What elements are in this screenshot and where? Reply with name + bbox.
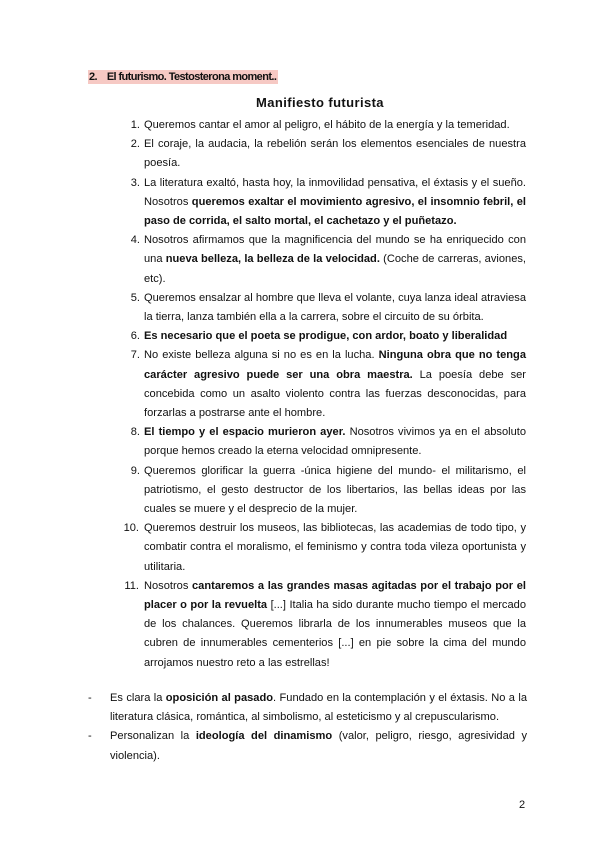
manifesto-item [130, 231, 526, 289]
text-run: El coraje, la audacia, la rebelión serán los elementos esenciales de nuestra poesía. [144, 138, 526, 170]
text-run: (Coche de carreras, aviones, etc). [144, 253, 526, 285]
section-heading-highlight [88, 70, 278, 84]
item-number: 5. [130, 291, 140, 304]
text-run: [...] Italia ha sido durante mucho tiempo el mercado de los chalances. Queremos librarla de los innumerables museos que la cubren de innumerables cementerios [...] en pie sobre la cima del mundo arrojamos nuestro reto a las estrellas! [144, 599, 526, 669]
manifesto-item [130, 346, 526, 423]
manifesto-item [124, 577, 526, 673]
text-run: La poesía debe ser concebida como un asalto violento contra las fuerzas desconocidas, para forzarlas a postrarse ante el hombre. [144, 368, 526, 420]
page-number: 2 [519, 799, 526, 811]
text-run: Queremos glorificar la guerra -única higiene del mundo- el militarismo, el patriotismo, el gesto destructor de los libertarios, las bellas ideas por las cuales se muere y el desprecio de la mujer. [144, 464, 526, 516]
item-number: 11. [124, 579, 139, 592]
item-number: 3. [130, 176, 140, 189]
bold-text: cantaremos a las grandes masas agitadas por el trabajo por el placer o por la revuelta [144, 579, 526, 612]
text-run: . Fundado en la contemplación y el éxtasis. No a la literatura clásica, romántica, al simbolismo, al esteticismo y al crepuscularismo. [110, 692, 527, 724]
text-run: La literatura exaltó, hasta hoy, la inmovilidad pensativa, el éxtasis y el sueño. Nosotros [144, 176, 526, 208]
note-dash: - [88, 692, 92, 704]
manifesto-item [130, 174, 526, 232]
manifesto-title: Manifiesto futurista [256, 95, 384, 110]
bold-text: Ninguna obra que no tenga carácter agresivo puede ser una obra maestra. [144, 349, 526, 381]
manifesto-item [130, 423, 527, 461]
manifesto-list [123, 116, 527, 673]
item-number: 1. [130, 119, 140, 131]
notes-list [88, 689, 527, 766]
item-number: 7. [130, 349, 140, 362]
text-run: No existe belleza alguna si no es en la lucha. [144, 349, 379, 362]
section-number: 2. [89, 71, 97, 83]
item-number: 6. [130, 330, 140, 343]
bold-text: oposición al pasado [165, 692, 274, 704]
item-number: 2. [130, 138, 140, 151]
manifesto-item [130, 289, 526, 327]
item-number: 8. [130, 426, 140, 439]
bold-text: Es necesario que el poeta se prodigue, con ardor, boato y liberalidad [144, 330, 508, 343]
bold-text: ideología del dinamismo [195, 730, 333, 743]
note-item [88, 727, 527, 765]
note-dash: - [88, 730, 92, 743]
manifesto-item [123, 519, 526, 577]
text-run: Queremos cantar el amor al peligro, el hábito de la energía y la temeridad. [144, 119, 510, 131]
note-item [88, 689, 527, 727]
text-run: Nosotros vivimos ya en el absoluto porque hemos creado la eterna velocidad omnipresente. [144, 426, 527, 458]
manifesto-item [130, 462, 526, 520]
text-run: (valor, peligro, riesgo, agresividad y violencia). [110, 730, 527, 762]
item-number: 9. [130, 464, 140, 477]
text-run: Personalizan la [110, 730, 196, 743]
item-number: 10. [123, 522, 139, 535]
text-run: Queremos ensalzar al hombre que lleva el volante, cuya lanza ideal atraviesa la tierra, lanza también ella a la carrera, sobre el circuito de su órbita. [144, 291, 526, 324]
bold-text: El tiempo y el espacio murieron ayer. [144, 426, 346, 439]
section-heading [88, 71, 278, 83]
bold-text: queremos exaltar el movimiento agresivo, el insomnio febril, el paso de corrida, el salto mortal, el cachetazo y el puñetazo. [144, 195, 526, 228]
text-run: Queremos destruir los museos, las bibliotecas, las academias de todo tipo, y combatir contra el moralismo, el feminismo y contra toda vileza oportunista y utilitaria. [144, 522, 526, 573]
section-title: El futurismo. Testosterona moment.. [106, 71, 277, 83]
text-run: Nosotros afirmamos que la magnificencia del mundo se ha enriquecido con una [144, 234, 526, 266]
manifesto-item [130, 135, 526, 173]
text-run: Es clara la [110, 692, 166, 704]
item-number: 4. [130, 234, 140, 247]
manifesto-item [130, 116, 526, 135]
bold-text: nueva belleza, la belleza de la velocidad. [165, 253, 380, 266]
text-run: Nosotros [144, 579, 193, 592]
manifesto-item [130, 327, 526, 346]
